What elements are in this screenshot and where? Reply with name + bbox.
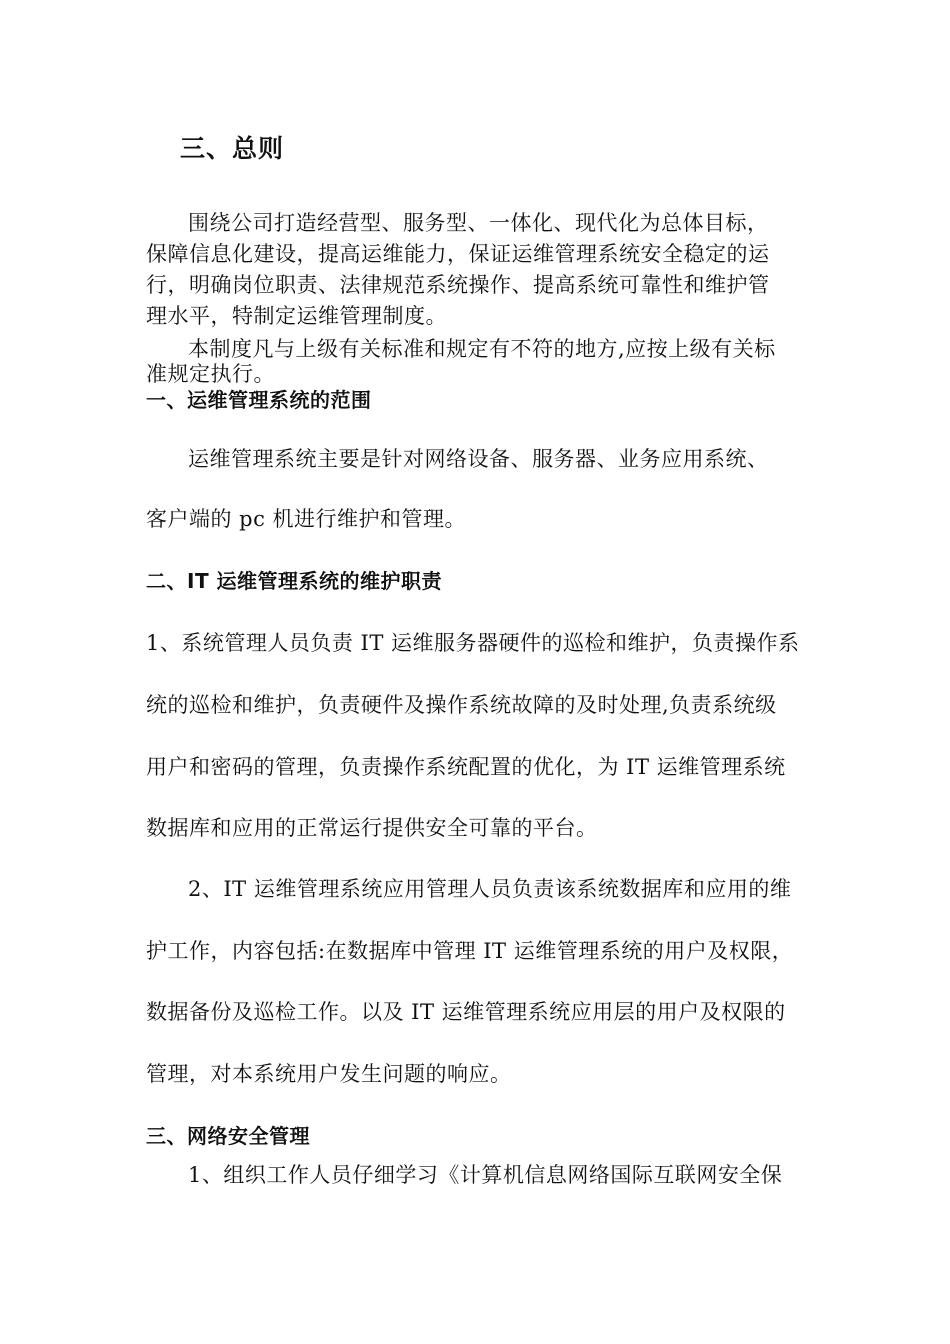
section2-item2-line: 2、IT 运维管理系统应用管理人员负责该系统数据库和应用的维 bbox=[188, 877, 792, 901]
intro-line: 行，明确岗位职责、法律规范系统操作、提高系统可靠性和维护管 bbox=[146, 273, 770, 297]
section2-item1-line: 用户和密码的管理，负责操作系统配置的优化，为 IT 运维管理系统 bbox=[146, 755, 786, 779]
intro-line: 保障信息化建设，提高运维能力，保证运维管理系统安全稳定的运 bbox=[146, 242, 770, 266]
section1-line: 客户端的 pc 机进行维护和管理。 bbox=[146, 507, 467, 531]
section2-item1-line: 1、系统管理人员负责 IT 运维服务器硬件的巡检和维护，负责操作系 bbox=[146, 631, 800, 655]
rule-line: 本制度凡与上级有关标准和规定有不符的地方,应按上级有关标 bbox=[188, 337, 776, 361]
section2-heading: 二、IT 运维管理系统的维护职责 bbox=[146, 569, 443, 593]
section1-line: 运维管理系统主要是针对网络设备、服务器、业务应用系统、 bbox=[188, 447, 769, 471]
section3-heading: 三、网络安全管理 bbox=[146, 1124, 310, 1148]
section2-item2-line: 数据备份及巡检工作。以及 IT 运维管理系统应用层的用户及权限的 bbox=[146, 1000, 786, 1024]
section2-item2-line: 护工作，内容包括:在数据库中管理 IT 运维管理系统的用户及权限， bbox=[146, 939, 794, 963]
rule-line: 准规定执行。 bbox=[146, 362, 275, 386]
section2-item1-line: 统的巡检和维护，负责硬件及操作系统故障的及时处理,负责系统级 bbox=[146, 693, 777, 717]
intro-line: 围绕公司打造经营型、服务型、一体化、现代化为总体目标， bbox=[188, 211, 769, 235]
section2-item1-line: 数据库和应用的正常运行提供安全可靠的平台。 bbox=[146, 816, 598, 840]
section3-line: 1、组织工作人员仔细学习《计算机信息网络国际互联网安全保 bbox=[188, 1163, 783, 1187]
section2-item2-line: 管理，对本系统用户发生问题的响应。 bbox=[146, 1062, 512, 1086]
section-title: 三、总则 bbox=[180, 134, 285, 163]
intro-line: 理水平，特制定运维管理制度。 bbox=[146, 304, 447, 328]
section1-heading: 一、运维管理系统的范围 bbox=[146, 388, 372, 412]
